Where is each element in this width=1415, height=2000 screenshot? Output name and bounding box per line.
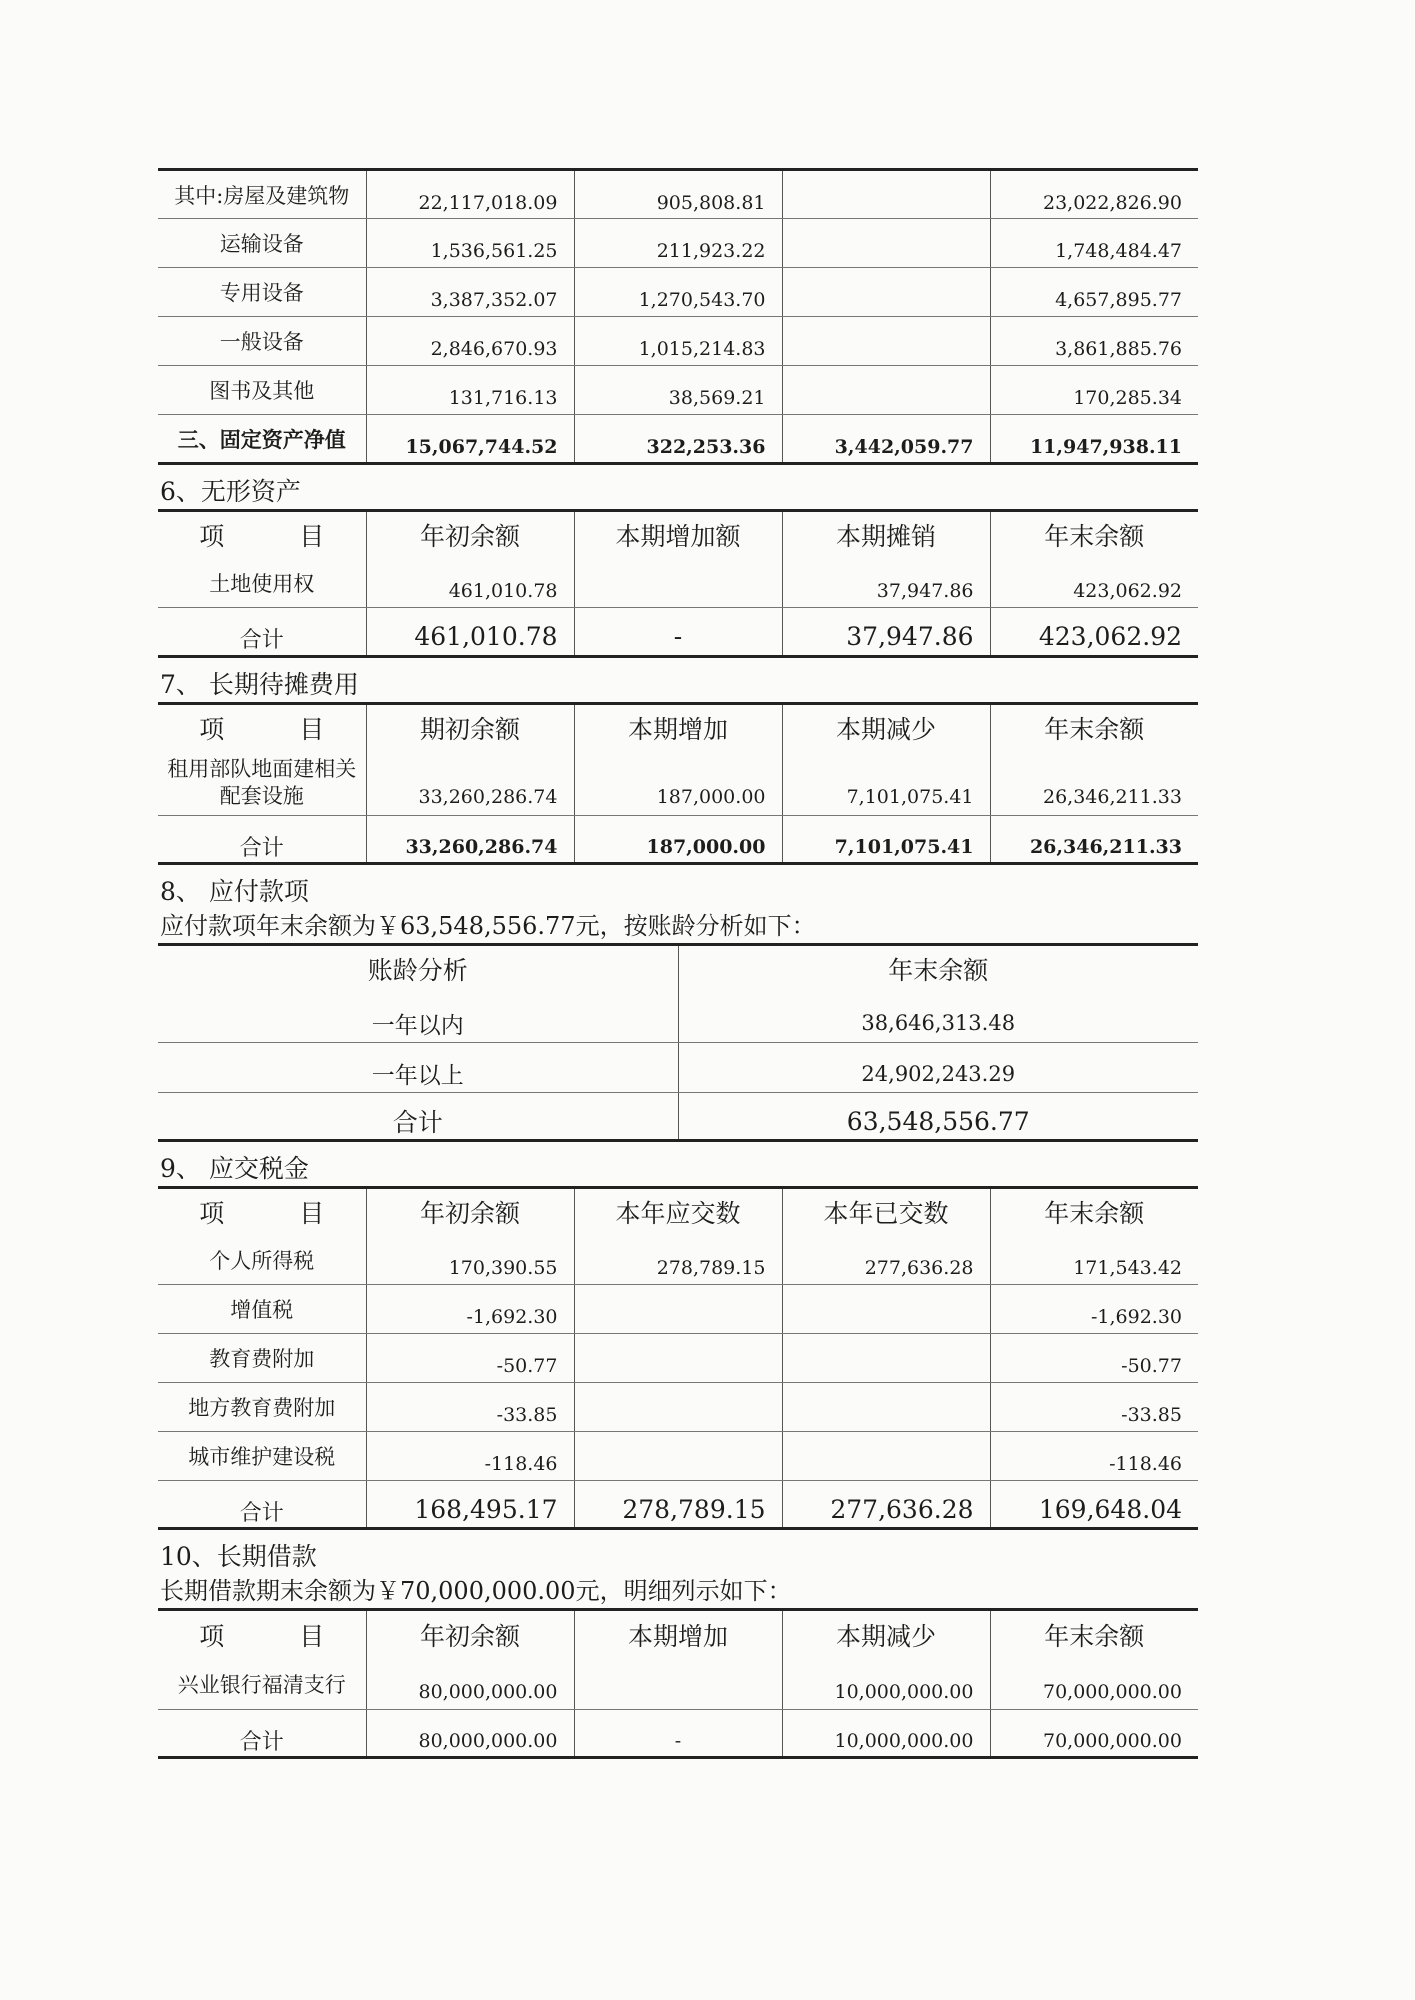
table-row: [158, 219, 1198, 268]
item-cell: 教育费附加: [158, 1334, 366, 1383]
header-cell: 本年已交数: [782, 1188, 990, 1236]
total-value: 63,548,556.77: [846, 1106, 1030, 1136]
value-cell: 80,000,000.00: [366, 1660, 574, 1710]
header-cell: 本期减少: [782, 1610, 990, 1660]
item-cell: 城市维护建设税: [158, 1432, 366, 1481]
value-cell: -118.46: [990, 1432, 1198, 1481]
value-cell: -50.77: [366, 1334, 574, 1383]
loans-title: 10、长期借款: [160, 1542, 317, 1571]
deferred-table: [158, 702, 1198, 865]
total-value: 10,000,000.00: [782, 1710, 990, 1758]
value-cell: 1,270,543.70: [574, 268, 782, 317]
item-line: 租用部队地面建相关: [167, 757, 357, 782]
value-cell: -50.77: [990, 1334, 1198, 1383]
value-cell: [782, 317, 990, 366]
total-row: [158, 1093, 1198, 1141]
item-cell: 地方教育费附加: [158, 1383, 366, 1432]
value-cell: [574, 559, 782, 608]
value-cell: 461,010.78: [366, 559, 574, 608]
value-cell: -1,692.30: [990, 1285, 1198, 1334]
value-cell: [574, 1660, 782, 1710]
value-cell: [782, 1334, 990, 1383]
total-value: 169,648.04: [1038, 1494, 1182, 1524]
value-cell: -33.85: [990, 1383, 1198, 1432]
value-cell: 170,390.55: [366, 1236, 574, 1285]
value-cell: [782, 1285, 990, 1334]
loans-table: [158, 1608, 1198, 1759]
total-label: 合计: [158, 608, 366, 657]
header-cell: 本期增加额: [574, 511, 782, 559]
header-cell: 本期摊销: [782, 511, 990, 559]
value-cell: 1,748,484.47: [990, 219, 1198, 268]
value-cell: 905,808.81: [574, 170, 782, 219]
header-cell: 期初余额: [366, 704, 574, 752]
header-cell: 本期增加: [574, 704, 782, 752]
total-value: 187,000.00: [574, 816, 782, 864]
payables-title: 8、 应付款项: [160, 877, 309, 906]
total-value: 277,636.28: [782, 1481, 990, 1529]
table-header-row: [158, 511, 1198, 559]
value-cell: 1,015,214.83: [574, 317, 782, 366]
taxes-title: 9、 应交税金: [160, 1154, 309, 1183]
table-header-row: [158, 945, 1198, 993]
value-cell: 24,902,243.29: [678, 1043, 1198, 1093]
value-cell: 1,536,561.25: [366, 219, 574, 268]
table-row: [158, 1334, 1198, 1383]
total-row: [158, 816, 1198, 864]
item-line: 配套设施: [219, 784, 304, 809]
total-label: 合计: [158, 1481, 366, 1529]
value-cell: 38,569.21: [574, 366, 782, 415]
total-value: 168,495.17: [366, 1481, 574, 1529]
table-row: [158, 317, 1198, 366]
value-cell: 10,000,000.00: [782, 1660, 990, 1710]
item-cell: 其中:房屋及建筑物: [158, 170, 366, 219]
total-value: 80,000,000.00: [366, 1710, 574, 1758]
value-cell: [574, 1334, 782, 1383]
value-cell: 423,062.92: [990, 559, 1198, 608]
total-value: -: [574, 608, 782, 657]
total-row: [158, 1481, 1198, 1529]
table-row: [158, 559, 1198, 608]
total-label: 合计: [158, 1093, 678, 1141]
value-cell: 170,285.34: [990, 366, 1198, 415]
value-cell: [782, 1383, 990, 1432]
page-content: [158, 168, 1206, 1759]
payables-note: 应付款项年末余额为￥63,548,556.77元，按账龄分析如下：: [160, 912, 816, 940]
value-cell: 37,947.86: [782, 559, 990, 608]
total-label: 合计: [158, 816, 366, 864]
header-cell: 年末余额: [1044, 715, 1145, 745]
value-cell: -1,692.30: [366, 1285, 574, 1334]
value-cell: 171,543.42: [990, 1236, 1198, 1285]
item-cell: 一年以内: [158, 993, 678, 1043]
total-value: -: [574, 1710, 782, 1758]
value-cell: 7,101,075.41: [782, 752, 990, 816]
taxes-table: [158, 1186, 1198, 1530]
header-cell: 项 目: [158, 1188, 366, 1236]
header-cell: 本期减少: [782, 704, 990, 752]
value-cell: 4,657,895.77: [990, 268, 1198, 317]
total-row: [158, 415, 1198, 464]
value-cell: 26,346,211.33: [990, 752, 1198, 816]
item-cell: 一年以上: [158, 1043, 678, 1093]
value-cell: 3,442,059.77: [782, 415, 990, 464]
header-cell: 项 目: [158, 704, 366, 752]
value-cell: 11,947,938.11: [1029, 435, 1182, 458]
value-cell: 70,000,000.00: [990, 1660, 1198, 1710]
value-cell: 38,646,313.48: [678, 993, 1198, 1043]
value-cell: 187,000.00: [574, 752, 782, 816]
total-value: 7,101,075.41: [782, 816, 990, 864]
item-cell: 专用设备: [158, 268, 366, 317]
header-cell: 本年应交数: [574, 1188, 782, 1236]
value-cell: [782, 366, 990, 415]
value-cell: [782, 219, 990, 268]
value-cell: 3,861,885.76: [990, 317, 1198, 366]
value-cell: [574, 1285, 782, 1334]
item-cell: 兴业银行福清支行: [158, 1660, 366, 1710]
value-cell: 3,387,352.07: [366, 268, 574, 317]
total-value: 33,260,286.74: [366, 816, 574, 864]
total-value: 26,346,211.33: [1029, 836, 1182, 858]
header-cell: 本期增加: [574, 1610, 782, 1660]
header-cell: 年初余额: [366, 1610, 574, 1660]
table-row: [158, 1236, 1198, 1285]
table-row: [158, 1660, 1198, 1710]
table-row: [158, 993, 1198, 1043]
header-cell: 账龄分析: [158, 945, 678, 993]
table-row: [158, 366, 1198, 415]
value-cell: [782, 170, 990, 219]
intangible-table: [158, 509, 1198, 658]
table-row: [158, 1043, 1198, 1093]
value-cell: 22,117,018.09: [366, 170, 574, 219]
value-cell: 131,716.13: [366, 366, 574, 415]
header-cell: 年末余额: [1044, 1199, 1145, 1229]
table-row: [158, 1383, 1198, 1432]
item-cell: [158, 752, 366, 816]
header-cell: 年末余额: [1044, 522, 1145, 552]
header-cell: 项 目: [158, 1610, 366, 1660]
item-cell: 运输设备: [158, 219, 366, 268]
value-cell: 23,022,826.90: [990, 170, 1198, 219]
item-cell: 三、固定资产净值: [158, 415, 366, 464]
item-cell: 一般设备: [158, 317, 366, 366]
table-row: [158, 170, 1198, 219]
total-value: 37,947.86: [782, 608, 990, 657]
table-row: [158, 752, 1198, 816]
deferred-title: 7、 长期待摊费用: [160, 670, 359, 699]
value-cell: [782, 268, 990, 317]
header-cell: 年初余额: [366, 1188, 574, 1236]
value-cell: 278,789.15: [574, 1236, 782, 1285]
table-header-row: [158, 704, 1198, 752]
header-cell: 年末余额: [888, 956, 989, 986]
item-cell: 图书及其他: [158, 366, 366, 415]
value-cell: [782, 1432, 990, 1481]
value-cell: 211,923.22: [574, 219, 782, 268]
value-cell: 322,253.36: [574, 415, 782, 464]
table-row: [158, 1285, 1198, 1334]
value-cell: 2,846,670.93: [366, 317, 574, 366]
value-cell: [574, 1383, 782, 1432]
header-cell: 年末余额: [1044, 1622, 1145, 1652]
header-cell: 项 目: [158, 511, 366, 559]
value-cell: 15,067,744.52: [366, 415, 574, 464]
value-cell: -33.85: [366, 1383, 574, 1432]
total-row: [158, 608, 1198, 657]
value-cell: 277,636.28: [782, 1236, 990, 1285]
total-label: 合计: [158, 1710, 366, 1758]
payables-table: [158, 943, 1198, 1142]
intangible-title: 6、无形资产: [160, 477, 301, 506]
value-cell: -118.46: [366, 1432, 574, 1481]
value-cell: 33,260,286.74: [366, 752, 574, 816]
loans-note: 长期借款期末余额为￥70,000,000.00元，明细列示如下：: [160, 1577, 792, 1605]
header-cell: 年初余额: [366, 511, 574, 559]
total-value: 70,000,000.00: [1042, 1730, 1182, 1752]
table-row: [158, 1432, 1198, 1481]
table-header-row: [158, 1188, 1198, 1236]
item-cell: 土地使用权: [158, 559, 366, 608]
fixed-assets-table: [158, 168, 1198, 465]
total-value: 423,062.92: [1038, 622, 1182, 651]
total-value: 278,789.15: [574, 1481, 782, 1529]
item-cell: 个人所得税: [158, 1236, 366, 1285]
total-row: [158, 1710, 1198, 1758]
value-cell: [574, 1432, 782, 1481]
table-row: [158, 268, 1198, 317]
total-value: 461,010.78: [366, 608, 574, 657]
item-cell: 增值税: [158, 1285, 366, 1334]
table-header-row: [158, 1610, 1198, 1660]
